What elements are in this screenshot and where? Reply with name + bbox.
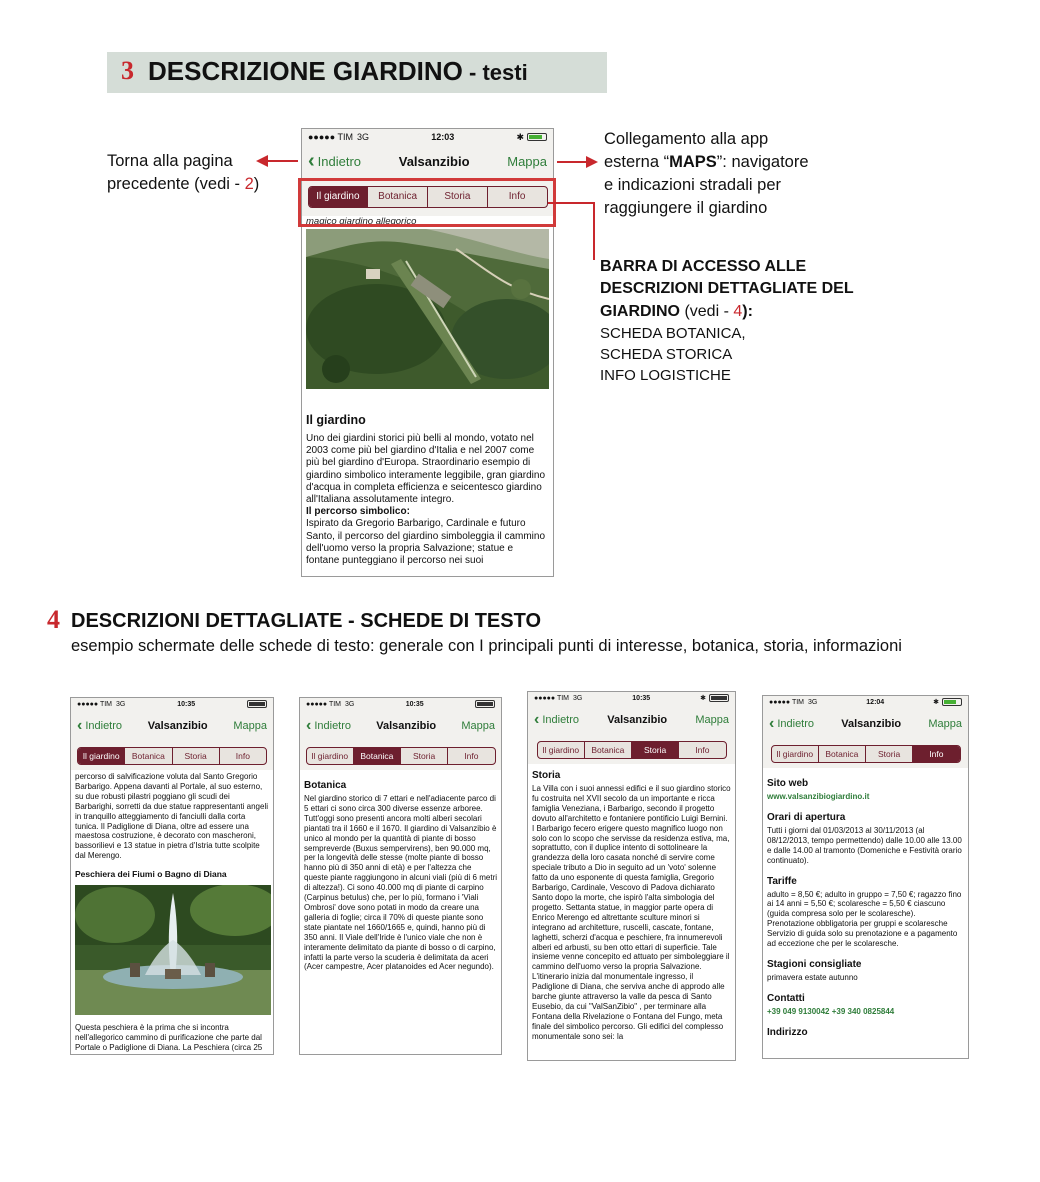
bluetooth-icon: ✱ (933, 699, 939, 706)
section3-number: 3 (121, 56, 134, 85)
battery-icon (475, 700, 495, 708)
back-button[interactable] (308, 151, 361, 171)
back-arrow-head (256, 155, 268, 167)
tab-botanica[interactable]: Botanica (354, 748, 401, 764)
back-label: Indietro (317, 153, 362, 169)
nav-title: Valsanzibio (398, 153, 470, 169)
carrier-label: ●●●●● TIM (306, 700, 342, 708)
heading-site: Sito web (767, 778, 809, 789)
maps-annotation-line1: Collegamento alla app (604, 130, 769, 148)
nav-bar (300, 710, 501, 742)
bar-item-2: SCHEDA STORICA (600, 346, 733, 364)
scroll-content[interactable] (71, 770, 273, 1053)
section4-number: 4 (47, 605, 60, 634)
map-button[interactable]: Mappa (461, 720, 495, 732)
maps-annotation-line3: e indicazioni stradali per (604, 176, 782, 195)
maps-arrow (557, 161, 587, 163)
carrier-label: ●●●●● TIM (77, 700, 113, 708)
heading-seasons: Stagioni consigliate (767, 958, 862, 970)
nav-bar (763, 708, 968, 740)
bar-connector-h (548, 202, 594, 204)
back-annotation-line2: precedente (vedi - 2) (107, 175, 260, 194)
tab-info[interactable]: Info (508, 191, 526, 202)
nav-title: Valsanzibio (376, 720, 437, 732)
tab-info[interactable]: Info (464, 751, 479, 761)
body-text-2: Questa peschiera è la prima che si incontra nell'allegorico cammino di purificazione che parte dal Portale o Padiglione di Diana. La Peschiera (circa 25 (75, 1023, 263, 1052)
status-bar (71, 698, 273, 710)
battery-icon (942, 698, 962, 706)
fees-text: adulto = 8,50 €; adulto in gruppo = 7,50 €; ragazzo fino ai 14 anni = 5,50 €; scolaresche = 5,50 € ciascuno (guida compresa solo per le scolaresche). Prenotazione obbligatoria per gruppi e scolaresche Servizio di guida solo su prenotazione e a pagamento ad eccezione che per le scolaresche. (767, 889, 962, 949)
chevron-left-icon: ‹ (77, 717, 83, 734)
tab-bar (763, 740, 968, 768)
tab-storia[interactable]: Storia (173, 748, 220, 764)
photo-caption: magico giardino allegorico (306, 216, 417, 227)
carrier-label: ●●●●● TIM (534, 694, 570, 702)
carrier-label: ●●●●● TIM (308, 132, 354, 142)
chevron-left-icon: ‹ (306, 717, 312, 734)
status-bar (300, 698, 501, 710)
network-label: 3G (116, 700, 126, 708)
maps-annotation (604, 128, 809, 220)
screen-botanica (299, 697, 502, 1055)
battery-icon (709, 694, 729, 702)
status-bar (302, 129, 553, 145)
section4-title: DESCRIZIONI DETTAGLIATE - SCHEDE DI TESTO (71, 610, 542, 632)
bar-annotation-line3: GIARDINO (vedi - 4): (600, 302, 753, 320)
network-label: 3G (345, 700, 355, 708)
tab-info[interactable]: Info (695, 745, 710, 755)
segmented-control (771, 745, 961, 763)
network-label: 3G (808, 698, 818, 706)
aerial-garden-photo (306, 229, 549, 389)
section-heading: Il giardino (306, 413, 366, 427)
bluetooth-icon: ✱ (516, 131, 524, 142)
tab-il-giardino[interactable]: Il giardino (78, 748, 125, 764)
tab-storia[interactable]: Storia (428, 187, 488, 207)
tab-botanica[interactable]: Botanica (585, 742, 632, 758)
battery-icon (247, 700, 267, 708)
status-time: 12:04 (866, 698, 885, 706)
battery-icon (527, 133, 547, 141)
bar-connector-v (593, 202, 595, 260)
nav-title: Valsanzibio (607, 714, 668, 726)
back-annotation-line1: Torna alla pagina (107, 152, 233, 170)
segmented-control (77, 747, 267, 765)
bluetooth-icon: ✱ (700, 695, 706, 702)
tab-botanica[interactable]: Botanica (125, 748, 172, 764)
bar-annotation-line1: BARRA DI ACCESSO ALLE (600, 258, 807, 275)
contacts-link[interactable]: +39 049 9130042 +39 340 0825844 (767, 1006, 895, 1016)
tab-storia[interactable]: Storia (866, 746, 913, 762)
bar-annotation (600, 256, 854, 386)
maps-annotation-line2: esterna “MAPS”: navigatore (604, 153, 809, 172)
nav-title: Valsanzibio (841, 718, 902, 730)
section-heading: Peschiera dei Fiumi o Bagno di Diana (75, 869, 227, 880)
status-bar (528, 692, 735, 704)
back-button[interactable]: ‹ Indietro (77, 717, 123, 734)
nav-bar (302, 145, 553, 177)
chevron-left-icon: ‹ (534, 711, 540, 728)
section-heading: Botanica (304, 780, 347, 791)
body-text: Uno dei giardini storici più belli al mondo, votato nel 2003 come più bel giardino d'Italia e nel 2007 come più bel giardino d'Europa. Straordinario esempio di giardino simbolico interamente leggibile, gran giardino d'acqua in completa efficienza e seicentesco giardino all'Italiana assolutamente integro. (306, 433, 546, 505)
tab-botanica[interactable]: Botanica (819, 746, 866, 762)
map-button[interactable]: Mappa (695, 714, 729, 726)
tab-storia[interactable]: Storia (632, 742, 679, 758)
section3-subtitle: - testi (462, 60, 528, 85)
body-text: La Villa con i suoi annessi edifici e il suo giardino storico fu costruita nel XVII secolo da un importante e ricca famiglia Veneziana, i Barbarigo, secondo il progetto dovuto all'architetto e fontaniere pontificio Luigi Bernini. I Barbarigo fecero erigere questo magnifico luogo non solo con lo scopo che servisse da residenza estiva, ma, soprattutto, con il duplice intento di sottolineare la grandezza della loro casata nonché di servire come speciale tributo a Dio in seguito ad un 'voto' solenne fatto da uno esponente di questa famiglia, Gregorio Barbarigo, Cardinale, Vescovo di Padova dichiarato Santo dopo la morte, che ispirò l'alta simbologia del progetto. Settanta statue, in maggior parte opera di Enrico Merengo ed altrettante sculture minori si integrano ad architetture, ruscelli, cascate, fontane, laghetti, scherzi d'acqua e peschiere, fra innumerevoli alberi ed arbusti, su ben otto ettari di superficie. Tale insieme venne concepito ed attuato per simboleggiare il cammino dell'uomo verso la propria Salvazione. L'itinerario inizia dal monumentale ingresso, il Padiglione di Diana, che serviva anche di approdo alle barche giunte attraverso la valle da pesca di Santo Eusebio, da cui "ValSanZibio" , per terminare alla Fontana della Rivelazione o Fontana del Fungo, meta finale del simbolico percorso. Gli edifici del complesso monumentale sono sei: la (532, 784, 731, 1041)
body-text: percorso di salvificazione voluta dal Santo Gregorio Barbarigo. Appena davanti al Portale, al suo esterno, su due robusti pilastri poggiano gli scudi dei Barbarighi, sorretti da due statue rappresentanti angeli in tranquillo atteggiamento di fanciulli dalla corta tunica. Il Padiglione di Diana, oltre ad essere una maestosa costruzione, è decorato con mascheroni, bassorilievi e 13 statue in pietra d'Istria tutte scolpite dal Merengo. (75, 772, 269, 861)
scroll-content[interactable] (300, 770, 501, 972)
screen-storia (527, 691, 736, 1061)
tab-bar (528, 736, 735, 764)
back-button[interactable]: ‹ Indietro (306, 717, 352, 734)
tab-bar-highlight (298, 178, 556, 227)
maps-arrow-head (586, 156, 598, 168)
scroll-content[interactable] (302, 216, 553, 567)
subheading: Il percorso simbolico: (306, 506, 410, 518)
tab-botanica[interactable]: Botanica (368, 187, 428, 207)
map-button[interactable]: Mappa (233, 720, 267, 732)
status-time: 10:35 (632, 694, 651, 702)
back-annotation (107, 150, 259, 196)
tab-info[interactable]: Info (913, 746, 959, 762)
maps-annotation-line4: raggiungere il giardino (604, 199, 768, 218)
seasons-text: primavera estate autunno (767, 972, 858, 982)
status-time: 12:03 (431, 132, 455, 142)
heading-contacts: Contatti (767, 992, 805, 1004)
tab-il-giardino[interactable]: Il giardino (307, 748, 354, 764)
screen-info (762, 695, 969, 1059)
tab-il-giardino[interactable]: Il giardino (772, 746, 819, 762)
status-time: 10:35 (177, 700, 196, 708)
segmented-control (306, 747, 496, 765)
body-text: Nel giardino storico di 7 ettari e nell'adiacente parco di 5 ettari ci sono circa 300 diverse essenze arboree. Tutt'oggi sono presenti ancora molti alberi secolari piantati tra il 1660 e il 1670. Il giardino di Valsanzibio è unico al mondo per la quantità di piante di bosso sempreverde (Buxus sempervirens), ben 90.000 mq, per la longevità delle stesse (molte piante di bosso hanno più di 350 anni di età) e per l'altezza che queste piante raggiungono in alcuni viali (più di 6 metri di altezza!). Ci sono 40.000 mq di piante di carpino (Carpinus betulus) che, per lo più, formano i 'Viali Ombrosi' dove sono potati in modo da creare una galleria di foglie; circa il 70% di queste piante sono state piantate nel 1660/1665 e, quindi, hanno più di 350 anni. Il Viale dell'Iride è l'unico viale che non è interamente delimitato da piante di bosso o di carpino, infatti la parte verso la scuderia è delimitata da aceri (Acer campestre, Acer platanoides ed Acer negundo). (304, 794, 498, 972)
fountain-photo (75, 885, 271, 1015)
segmented-control (537, 741, 727, 759)
body-text-2: Ispirato da Gregorio Barbarigo, Cardinale e futuro Santo, il percorso del giardino simboleggia il cammino dell'uomo verso la propria Salvazione; statue e fontane punteggiano il percorso nei suoi (306, 518, 546, 566)
heading-fees: Tariffe (767, 875, 797, 887)
tab-bar (71, 742, 273, 770)
tab-storia[interactable]: Storia (401, 748, 448, 764)
chevron-left-icon: ‹ (769, 715, 775, 732)
bar-annotation-line2: DESCRIZIONI DETTAGLIATE DEL (600, 280, 854, 298)
status-bar (763, 696, 968, 708)
site-link[interactable]: www.valsanzibiogiardino.it (767, 792, 870, 801)
network-label: 3G (357, 132, 370, 142)
map-button[interactable]: Mappa (928, 718, 962, 730)
tab-il-giardino[interactable]: Il giardino (309, 187, 369, 207)
nav-bar (528, 704, 735, 736)
bar-item-3: INFO LOGISTICHE (600, 367, 731, 385)
heading-hours: Orari di apertura (767, 811, 846, 823)
scroll-content[interactable] (763, 768, 968, 1038)
back-ref: 2 (244, 175, 254, 194)
nav-title: Valsanzibio (147, 720, 208, 732)
hours-text: Tutti i giorni dal 01/03/2013 al 30/11/2013 (al 08/12/2013, tempo permettendo) dalle 10.00 alle 13.00 e dalle 14.00 al tramonto (Domeniche e Festività orario continuato). (767, 825, 962, 865)
tab-info[interactable]: Info (235, 751, 250, 761)
status-time: 10:35 (405, 700, 424, 708)
section4-description: esempio schermate delle schede di testo: generale con I principali punti di interesse, botanica, storia, informazioni (71, 637, 902, 655)
tab-il-giardino[interactable]: Il giardino (538, 742, 585, 758)
section3-banner (107, 52, 607, 93)
back-arrow (268, 160, 298, 162)
carrier-label: ●●●●● TIM (769, 698, 805, 706)
bar-ref: 4 (733, 302, 743, 320)
scroll-content[interactable] (528, 764, 735, 1042)
back-button[interactable]: ‹ Indietro (534, 711, 580, 728)
map-button[interactable]: Mappa (507, 153, 547, 169)
section-heading: Storia (532, 770, 561, 781)
bar-item-1: SCHEDA BOTANICA, (600, 325, 746, 343)
screen-il-giardino (70, 697, 274, 1055)
section3-title: DESCRIZIONE GIARDINO - testi (148, 56, 528, 86)
network-label: 3G (573, 694, 583, 702)
heading-address: Indirizzo (767, 1026, 808, 1038)
back-button[interactable]: ‹ Indietro (769, 715, 815, 732)
tab-bar (300, 742, 501, 770)
chevron-left-icon: ‹ (308, 150, 315, 172)
nav-bar (71, 710, 273, 742)
